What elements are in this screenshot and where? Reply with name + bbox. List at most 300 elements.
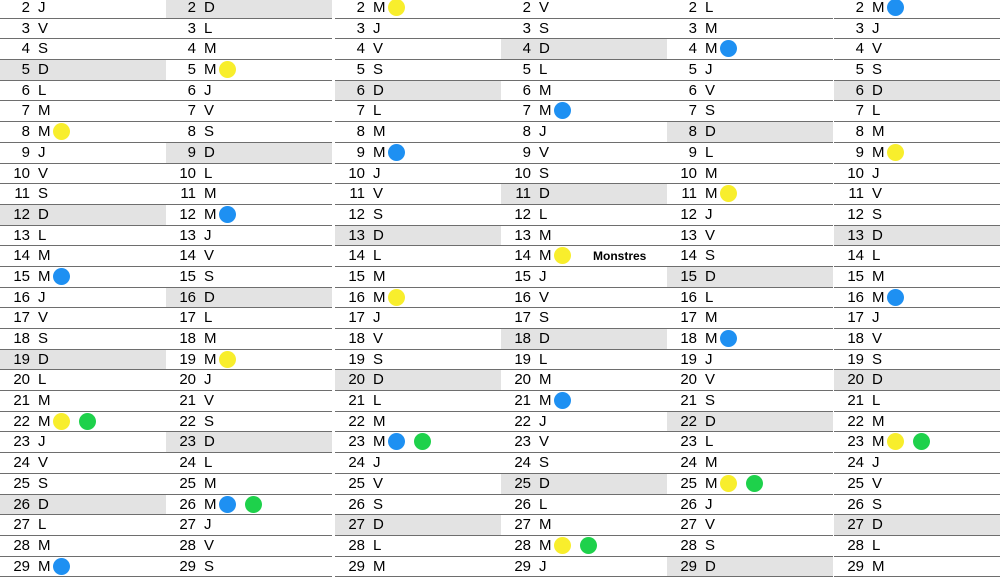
day-row[interactable] bbox=[667, 39, 833, 60]
day-row[interactable] bbox=[667, 205, 833, 226]
day-number: 21 bbox=[13, 392, 30, 410]
day-row[interactable] bbox=[667, 370, 833, 391]
weekday-letter: D bbox=[373, 81, 384, 99]
day-number: 17 bbox=[514, 309, 531, 327]
day-number: 14 bbox=[514, 247, 531, 265]
sunday-row[interactable] bbox=[834, 81, 1000, 102]
weekday-letter: M bbox=[204, 330, 217, 347]
day-number: 13 bbox=[680, 226, 697, 244]
weekday-letter: S bbox=[872, 205, 883, 223]
day-row[interactable] bbox=[335, 557, 501, 577]
day-number: 23 bbox=[680, 433, 697, 451]
day-row[interactable] bbox=[667, 453, 833, 474]
day-row[interactable] bbox=[0, 39, 166, 60]
day-number: 13 bbox=[514, 226, 531, 244]
day-row[interactable] bbox=[501, 412, 667, 433]
day-row[interactable] bbox=[501, 164, 667, 185]
weekday-letter: L bbox=[705, 288, 714, 306]
day-number: 23 bbox=[179, 433, 196, 451]
green-dot-marker bbox=[580, 537, 597, 554]
day-number: 20 bbox=[179, 371, 196, 389]
day-number: 28 bbox=[847, 536, 864, 554]
weekday-letter: M bbox=[204, 350, 217, 368]
day-number: 15 bbox=[514, 267, 531, 285]
weekday-letter: V bbox=[705, 81, 716, 99]
sunday-row[interactable] bbox=[335, 370, 501, 391]
day-row[interactable] bbox=[834, 0, 1000, 19]
day-number: 4 bbox=[356, 40, 365, 58]
day-number: 17 bbox=[13, 309, 30, 327]
day-number: 15 bbox=[179, 267, 196, 285]
weekday-letter: L bbox=[38, 81, 47, 99]
day-row[interactable] bbox=[166, 370, 332, 391]
weekday-letter: V bbox=[38, 164, 49, 182]
day-number: 25 bbox=[680, 474, 697, 492]
day-row[interactable] bbox=[335, 495, 501, 516]
weekday-letter: S bbox=[705, 536, 716, 554]
sunday-row[interactable] bbox=[501, 39, 667, 60]
day-row[interactable] bbox=[501, 370, 667, 391]
day-row[interactable] bbox=[667, 101, 833, 122]
weekday-letter: D bbox=[373, 226, 384, 244]
day-row[interactable] bbox=[0, 226, 166, 247]
day-row[interactable] bbox=[834, 184, 1000, 205]
day-row[interactable] bbox=[335, 350, 501, 371]
day-row[interactable] bbox=[501, 60, 667, 81]
yellow-dot-marker bbox=[388, 289, 405, 306]
day-row[interactable] bbox=[834, 39, 1000, 60]
day-number: 3 bbox=[187, 19, 196, 37]
day-number: 9 bbox=[688, 143, 697, 161]
day-row[interactable] bbox=[501, 0, 667, 19]
day-number: 11 bbox=[515, 185, 531, 203]
day-row[interactable] bbox=[166, 19, 332, 40]
day-row[interactable] bbox=[667, 19, 833, 40]
day-number: 5 bbox=[522, 61, 531, 79]
day-row[interactable] bbox=[0, 164, 166, 185]
weekday-letter: V bbox=[539, 433, 550, 451]
day-row[interactable] bbox=[501, 267, 667, 288]
day-row[interactable] bbox=[667, 60, 833, 81]
day-row[interactable] bbox=[335, 308, 501, 329]
day-number: 26 bbox=[13, 495, 30, 513]
day-number: 16 bbox=[13, 288, 30, 306]
day-row[interactable] bbox=[834, 101, 1000, 122]
green-dot-marker bbox=[245, 496, 262, 513]
day-row[interactable] bbox=[0, 143, 166, 164]
day-row[interactable] bbox=[335, 60, 501, 81]
day-number: 15 bbox=[13, 267, 30, 285]
day-row[interactable] bbox=[0, 184, 166, 205]
day-row[interactable] bbox=[335, 19, 501, 40]
weekday-letter: S bbox=[38, 40, 49, 58]
day-row[interactable] bbox=[501, 101, 667, 122]
day-row[interactable] bbox=[335, 432, 501, 453]
weekday-letter: M bbox=[539, 247, 552, 265]
day-row[interactable] bbox=[166, 308, 332, 329]
weekday-letter: V bbox=[872, 474, 883, 492]
day-row[interactable] bbox=[166, 122, 332, 143]
day-row[interactable] bbox=[667, 350, 833, 371]
sunday-row[interactable] bbox=[501, 329, 667, 350]
day-row[interactable] bbox=[501, 536, 667, 557]
yellow-dot-marker bbox=[887, 144, 904, 161]
day-number: 2 bbox=[855, 0, 864, 16]
day-number: 5 bbox=[187, 61, 196, 79]
sunday-row[interactable] bbox=[166, 432, 332, 453]
sunday-row[interactable] bbox=[166, 0, 332, 19]
weekday-letter: J bbox=[872, 309, 880, 327]
day-row[interactable] bbox=[0, 536, 166, 557]
day-row[interactable] bbox=[166, 81, 332, 102]
sunday-row[interactable] bbox=[0, 60, 166, 81]
weekday-letter: L bbox=[872, 536, 881, 554]
blue-dot-marker bbox=[554, 102, 571, 119]
weekday-letter: M bbox=[204, 40, 217, 58]
day-row[interactable] bbox=[501, 122, 667, 143]
day-row[interactable] bbox=[335, 205, 501, 226]
day-row[interactable] bbox=[335, 184, 501, 205]
day-number: 8 bbox=[187, 123, 196, 141]
day-row[interactable] bbox=[501, 350, 667, 371]
day-row[interactable] bbox=[501, 453, 667, 474]
day-row[interactable] bbox=[667, 246, 833, 267]
day-row[interactable] bbox=[501, 226, 667, 247]
day-row[interactable] bbox=[667, 391, 833, 412]
day-row[interactable] bbox=[166, 329, 332, 350]
day-number: 20 bbox=[847, 371, 864, 389]
weekday-letter: M bbox=[539, 371, 552, 389]
day-number: 2 bbox=[688, 0, 697, 16]
day-row[interactable] bbox=[834, 267, 1000, 288]
sunday-row[interactable] bbox=[501, 474, 667, 495]
day-row[interactable] bbox=[667, 536, 833, 557]
day-row[interactable] bbox=[667, 495, 833, 516]
day-number: 6 bbox=[688, 81, 697, 99]
day-number: 11 bbox=[180, 185, 196, 203]
sunday-row[interactable] bbox=[0, 495, 166, 516]
day-row[interactable] bbox=[501, 515, 667, 536]
day-row[interactable] bbox=[335, 267, 501, 288]
day-row[interactable] bbox=[0, 515, 166, 536]
day-row[interactable] bbox=[667, 184, 833, 205]
day-row[interactable] bbox=[667, 308, 833, 329]
day-number: 10 bbox=[847, 164, 864, 182]
day-row[interactable] bbox=[667, 143, 833, 164]
day-row[interactable] bbox=[335, 39, 501, 60]
weekday-letter: S bbox=[373, 61, 384, 79]
weekday-letter: S bbox=[38, 474, 49, 492]
day-row[interactable] bbox=[834, 122, 1000, 143]
day-number: 24 bbox=[179, 454, 196, 472]
day-row[interactable] bbox=[834, 432, 1000, 453]
weekday-letter: M bbox=[539, 536, 552, 554]
weekday-letter: J bbox=[705, 350, 713, 368]
sunday-row[interactable] bbox=[667, 267, 833, 288]
day-row[interactable] bbox=[0, 474, 166, 495]
day-number: 29 bbox=[680, 557, 697, 575]
green-dot-marker bbox=[913, 433, 930, 450]
sunday-row[interactable] bbox=[0, 350, 166, 371]
day-number: 29 bbox=[348, 557, 365, 575]
day-number: 14 bbox=[680, 247, 697, 265]
day-row[interactable] bbox=[834, 205, 1000, 226]
day-row[interactable] bbox=[0, 19, 166, 40]
weekday-letter: D bbox=[204, 0, 215, 16]
sunday-row[interactable] bbox=[0, 205, 166, 226]
day-row[interactable] bbox=[166, 515, 332, 536]
day-row[interactable] bbox=[501, 557, 667, 577]
sunday-row[interactable] bbox=[501, 184, 667, 205]
sunday-row[interactable] bbox=[834, 370, 1000, 391]
day-number: 28 bbox=[13, 536, 30, 554]
weekday-letter: J bbox=[872, 454, 880, 472]
day-row[interactable] bbox=[667, 329, 833, 350]
weekday-letter: V bbox=[872, 185, 883, 203]
sunday-row[interactable] bbox=[166, 143, 332, 164]
day-row[interactable] bbox=[166, 412, 332, 433]
day-row[interactable] bbox=[667, 515, 833, 536]
day-row[interactable] bbox=[501, 205, 667, 226]
day-row[interactable] bbox=[166, 164, 332, 185]
day-row[interactable] bbox=[667, 226, 833, 247]
day-row[interactable] bbox=[501, 432, 667, 453]
day-row[interactable] bbox=[834, 391, 1000, 412]
weekday-letter: M bbox=[38, 247, 51, 265]
day-row[interactable] bbox=[667, 288, 833, 309]
yellow-dot-marker bbox=[219, 351, 236, 368]
day-row[interactable] bbox=[166, 184, 332, 205]
day-row[interactable] bbox=[335, 246, 501, 267]
day-number: 18 bbox=[179, 330, 196, 347]
day-number: 5 bbox=[356, 61, 365, 79]
day-number: 14 bbox=[13, 247, 30, 265]
day-row[interactable] bbox=[166, 205, 332, 226]
weekday-letter: S bbox=[38, 185, 49, 203]
weekday-letter: S bbox=[705, 102, 716, 120]
day-row[interactable] bbox=[501, 81, 667, 102]
day-row[interactable] bbox=[501, 19, 667, 40]
day-row[interactable] bbox=[0, 267, 166, 288]
day-number: 14 bbox=[348, 247, 365, 265]
day-row[interactable] bbox=[335, 164, 501, 185]
day-number: 22 bbox=[13, 412, 30, 430]
sunday-row[interactable] bbox=[834, 226, 1000, 247]
day-row[interactable] bbox=[834, 557, 1000, 577]
day-row[interactable] bbox=[166, 391, 332, 412]
blue-dot-marker bbox=[720, 330, 737, 347]
day-row[interactable] bbox=[0, 0, 166, 19]
day-row[interactable] bbox=[501, 391, 667, 412]
weekday-letter: S bbox=[204, 267, 215, 285]
day-row[interactable] bbox=[166, 474, 332, 495]
day-number: 26 bbox=[847, 495, 864, 513]
sunday-row[interactable] bbox=[335, 226, 501, 247]
day-number: 26 bbox=[179, 495, 196, 513]
day-row[interactable] bbox=[834, 350, 1000, 371]
day-row[interactable] bbox=[166, 226, 332, 247]
day-number: 20 bbox=[514, 371, 531, 389]
day-row[interactable] bbox=[335, 474, 501, 495]
day-number: 10 bbox=[514, 164, 531, 182]
day-row[interactable] bbox=[166, 246, 332, 267]
weekday-letter: S bbox=[705, 392, 716, 410]
day-number: 17 bbox=[348, 309, 365, 327]
day-row[interactable] bbox=[335, 391, 501, 412]
day-row[interactable] bbox=[166, 101, 332, 122]
day-row[interactable] bbox=[0, 81, 166, 102]
day-row[interactable] bbox=[335, 288, 501, 309]
day-row[interactable] bbox=[166, 267, 332, 288]
day-number: 6 bbox=[356, 81, 365, 99]
weekday-letter: S bbox=[204, 412, 215, 430]
day-row[interactable] bbox=[335, 143, 501, 164]
day-number: 19 bbox=[13, 350, 30, 368]
weekday-letter: M bbox=[38, 267, 51, 285]
weekday-letter: S bbox=[204, 557, 215, 575]
day-row[interactable] bbox=[335, 453, 501, 474]
day-row[interactable] bbox=[667, 432, 833, 453]
day-number: 25 bbox=[847, 474, 864, 492]
weekday-letter: J bbox=[373, 164, 381, 182]
sunday-row[interactable] bbox=[667, 412, 833, 433]
day-row[interactable] bbox=[834, 453, 1000, 474]
weekday-letter: M bbox=[705, 40, 718, 58]
sunday-row[interactable] bbox=[335, 81, 501, 102]
day-row[interactable] bbox=[667, 164, 833, 185]
day-row[interactable] bbox=[0, 557, 166, 577]
weekday-letter: D bbox=[539, 185, 550, 203]
day-row[interactable] bbox=[335, 122, 501, 143]
weekday-letter: S bbox=[204, 123, 215, 141]
day-row[interactable] bbox=[335, 329, 501, 350]
day-row[interactable] bbox=[0, 391, 166, 412]
weekday-letter: M bbox=[872, 412, 885, 430]
weekday-letter: S bbox=[705, 247, 716, 265]
day-row[interactable] bbox=[834, 308, 1000, 329]
day-row[interactable] bbox=[335, 101, 501, 122]
day-row[interactable] bbox=[0, 101, 166, 122]
day-row[interactable] bbox=[166, 453, 332, 474]
day-number: 8 bbox=[688, 123, 697, 141]
day-number: 18 bbox=[847, 330, 864, 347]
day-number: 27 bbox=[348, 516, 365, 534]
day-row[interactable] bbox=[0, 288, 166, 309]
day-row[interactable] bbox=[0, 122, 166, 143]
day-number: 26 bbox=[680, 495, 697, 513]
day-row[interactable] bbox=[834, 288, 1000, 309]
weekday-letter: M bbox=[705, 164, 718, 182]
weekday-letter: M bbox=[705, 330, 718, 347]
day-row[interactable] bbox=[834, 60, 1000, 81]
day-row[interactable] bbox=[0, 432, 166, 453]
day-row[interactable] bbox=[501, 246, 667, 267]
day-row[interactable] bbox=[501, 288, 667, 309]
day-number: 3 bbox=[522, 19, 531, 37]
blue-dot-marker bbox=[554, 392, 571, 409]
weekday-letter: D bbox=[705, 412, 716, 430]
weekday-letter: M bbox=[373, 288, 386, 306]
day-row[interactable] bbox=[501, 143, 667, 164]
day-row[interactable] bbox=[166, 350, 332, 371]
day-row[interactable] bbox=[166, 60, 332, 81]
weekday-letter: M bbox=[373, 0, 386, 16]
day-row[interactable] bbox=[834, 329, 1000, 350]
day-number: 9 bbox=[356, 143, 365, 161]
day-row[interactable] bbox=[667, 0, 833, 19]
day-row[interactable] bbox=[0, 329, 166, 350]
day-row[interactable] bbox=[0, 246, 166, 267]
event-note: Monstres bbox=[593, 249, 647, 264]
day-number: 17 bbox=[680, 309, 697, 327]
day-row[interactable] bbox=[834, 474, 1000, 495]
weekday-letter: J bbox=[705, 495, 713, 513]
sunday-row[interactable] bbox=[335, 515, 501, 536]
day-row[interactable] bbox=[834, 495, 1000, 516]
day-row[interactable] bbox=[166, 39, 332, 60]
day-row[interactable] bbox=[0, 453, 166, 474]
day-row[interactable] bbox=[166, 495, 332, 516]
weekday-letter: L bbox=[204, 309, 213, 327]
day-row[interactable] bbox=[834, 19, 1000, 40]
day-row[interactable] bbox=[667, 474, 833, 495]
weekday-letter: M bbox=[38, 412, 51, 430]
weekday-letter: D bbox=[38, 205, 49, 223]
weekday-letter: L bbox=[38, 516, 47, 534]
day-row[interactable] bbox=[667, 81, 833, 102]
day-row[interactable] bbox=[0, 308, 166, 329]
day-number: 10 bbox=[179, 164, 196, 182]
weekday-letter: D bbox=[872, 226, 883, 244]
day-number: 2 bbox=[21, 0, 30, 16]
weekday-letter: M bbox=[38, 123, 51, 141]
green-dot-marker bbox=[79, 413, 96, 430]
day-number: 22 bbox=[179, 412, 196, 430]
day-number: 11 bbox=[848, 185, 864, 203]
sunday-row[interactable] bbox=[834, 515, 1000, 536]
weekday-letter: J bbox=[38, 433, 46, 451]
weekday-letter: J bbox=[539, 267, 547, 285]
day-row[interactable] bbox=[0, 412, 166, 433]
day-row[interactable] bbox=[335, 536, 501, 557]
day-row[interactable] bbox=[834, 143, 1000, 164]
day-row[interactable] bbox=[166, 557, 332, 577]
sunday-row[interactable] bbox=[667, 557, 833, 577]
day-row[interactable] bbox=[834, 246, 1000, 267]
day-row[interactable] bbox=[834, 164, 1000, 185]
day-row[interactable] bbox=[834, 412, 1000, 433]
blue-dot-marker bbox=[53, 558, 70, 575]
day-row[interactable] bbox=[166, 536, 332, 557]
weekday-letter: M bbox=[204, 61, 217, 79]
day-row[interactable] bbox=[834, 536, 1000, 557]
day-row[interactable] bbox=[501, 308, 667, 329]
day-row[interactable] bbox=[501, 495, 667, 516]
day-number: 28 bbox=[680, 536, 697, 554]
day-row[interactable] bbox=[335, 0, 501, 19]
day-number: 7 bbox=[21, 102, 30, 120]
day-number: 5 bbox=[688, 61, 697, 79]
day-row[interactable] bbox=[0, 370, 166, 391]
day-number: 2 bbox=[187, 0, 196, 16]
green-dot-marker bbox=[746, 475, 763, 492]
day-number: 7 bbox=[187, 102, 196, 120]
sunday-row[interactable] bbox=[667, 122, 833, 143]
day-row[interactable] bbox=[335, 412, 501, 433]
weekday-letter: V bbox=[373, 40, 384, 58]
day-number: 4 bbox=[688, 40, 697, 58]
sunday-row[interactable] bbox=[166, 288, 332, 309]
